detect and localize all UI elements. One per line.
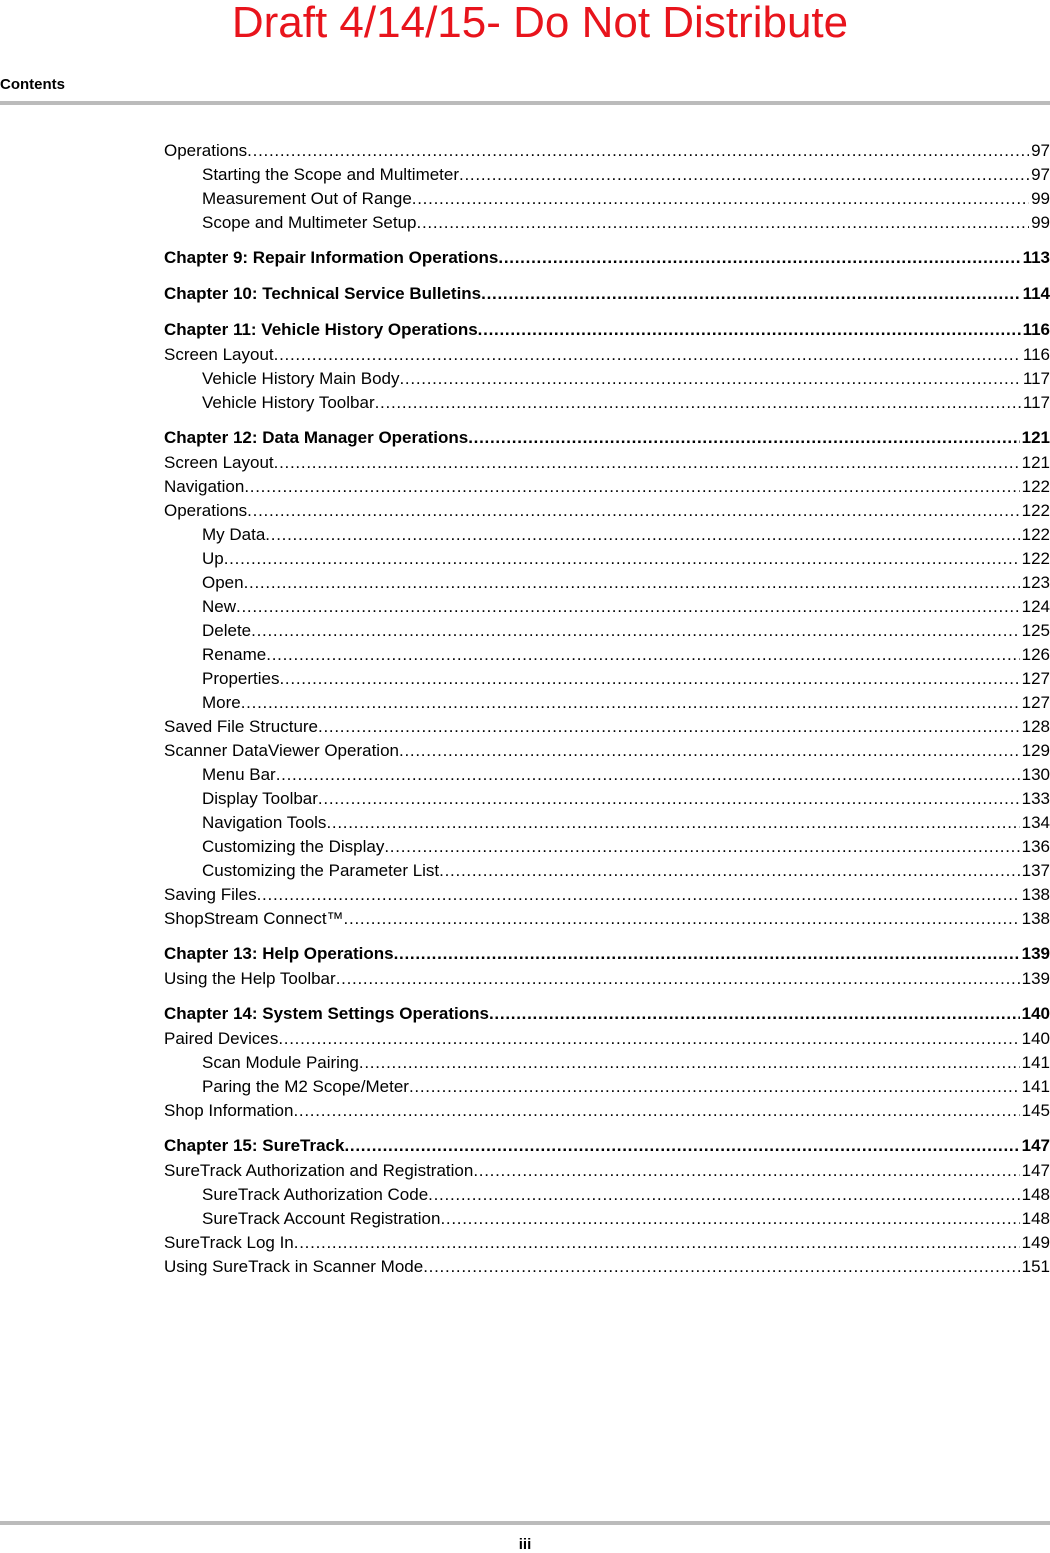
toc-entry-title: Scan Module Pairing xyxy=(202,1053,359,1072)
toc-entry-page: 127 xyxy=(1021,693,1050,712)
toc-entry-page: 137 xyxy=(1021,861,1050,880)
dot-leader xyxy=(344,907,1020,931)
toc-entry-title: More xyxy=(202,693,241,712)
dot-leader xyxy=(468,425,1019,451)
dot-leader xyxy=(318,715,1020,739)
toc-entry-page: 124 xyxy=(1021,597,1050,616)
toc-entry[interactable] xyxy=(164,715,1050,739)
toc-entry-page: 141 xyxy=(1021,1077,1050,1096)
toc-entry-title: Menu Bar xyxy=(202,765,276,784)
toc-entry-page: 128 xyxy=(1021,717,1050,736)
dot-leader xyxy=(244,571,1020,595)
dot-leader xyxy=(440,1207,1019,1231)
dot-leader xyxy=(459,163,1029,187)
toc-entry-title: My Data xyxy=(202,525,266,544)
toc-entry-title: Starting the Scope and Multimeter xyxy=(202,165,460,184)
toc-entry-title: Chapter 11: Vehicle History Operations xyxy=(164,320,478,339)
toc-entry-page: 122 xyxy=(1021,525,1050,544)
toc-entry-page: 147 xyxy=(1021,1136,1050,1155)
dot-leader xyxy=(257,883,1020,907)
toc-entry[interactable] xyxy=(164,499,1050,523)
toc-entry-title: ShopStream Connect™ xyxy=(164,909,344,928)
toc-entry-page: 122 xyxy=(1021,549,1050,568)
toc-entry-title: Properties xyxy=(202,669,280,688)
toc-entry-title: SureTrack Authorization and Registration xyxy=(164,1161,474,1180)
draft-watermark: Draft 4/14/15- Do Not Distribute xyxy=(231,0,849,47)
dot-leader xyxy=(473,1159,1019,1183)
toc-entry-page: 145 xyxy=(1021,1101,1050,1120)
toc-entry-page: 140 xyxy=(1021,1029,1050,1048)
toc-entry[interactable] xyxy=(164,547,1050,571)
toc-entry-title: Navigation Tools xyxy=(202,813,327,832)
dot-leader xyxy=(409,1075,1020,1099)
toc-entry[interactable] xyxy=(164,667,1050,691)
toc-entry-page: 97 xyxy=(1031,141,1050,160)
toc-entry-title: Using the Help Toolbar xyxy=(164,969,336,988)
dot-leader xyxy=(247,499,1019,523)
dot-leader xyxy=(478,317,1021,343)
toc-entry-title: Paring the M2 Scope/Meter xyxy=(202,1077,409,1096)
dot-leader xyxy=(279,667,1019,691)
dot-leader xyxy=(274,451,1020,475)
toc-entry-page: 117 xyxy=(1022,393,1050,412)
toc-entry-page: 116 xyxy=(1022,320,1050,339)
toc-chapter-entry[interactable] xyxy=(164,1001,1050,1027)
dot-leader xyxy=(293,1099,1019,1123)
toc-entry-title: Scanner DataViewer Operation xyxy=(164,741,399,760)
toc-entry[interactable] xyxy=(164,619,1050,643)
toc-entry[interactable] xyxy=(164,1231,1050,1255)
toc-entry-title: Chapter 10: Technical Service Bulletins xyxy=(164,284,482,303)
toc-entry-title: Screen Layout xyxy=(164,345,274,364)
toc-entry[interactable] xyxy=(164,1027,1050,1051)
toc-entry[interactable] xyxy=(164,859,1050,883)
toc-entry-title: Navigation xyxy=(164,477,245,496)
toc-entry-title: Chapter 15: SureTrack xyxy=(164,1136,345,1155)
dot-leader xyxy=(498,245,1020,271)
toc-chapter-entry[interactable] xyxy=(164,245,1050,271)
toc-entry[interactable] xyxy=(164,343,1050,367)
toc-entry-page: 126 xyxy=(1021,645,1050,664)
dot-leader xyxy=(241,691,1020,715)
toc-entry-page: 99 xyxy=(1031,213,1050,232)
dot-leader xyxy=(244,475,1019,499)
dot-leader xyxy=(224,547,1020,571)
toc-entry-title: SureTrack Log In xyxy=(164,1233,294,1252)
toc-entry[interactable] xyxy=(164,835,1050,859)
toc-chapter-entry[interactable] xyxy=(164,941,1050,967)
running-header: Contents xyxy=(0,76,65,93)
dot-leader xyxy=(375,391,1021,415)
toc-entry-page: 99 xyxy=(1031,189,1050,208)
toc-entry-title: New xyxy=(202,597,237,616)
toc-entry-page: 116 xyxy=(1022,345,1050,364)
toc-entry[interactable] xyxy=(164,967,1050,991)
toc-entry-title: Saved File Structure xyxy=(164,717,319,736)
toc-entry-title: Display Toolbar xyxy=(202,789,318,808)
toc-entry[interactable] xyxy=(164,907,1050,931)
toc-entry[interactable] xyxy=(164,367,1050,391)
dot-leader xyxy=(359,1051,1020,1075)
toc-entry-title: Using SureTrack in Scanner Mode xyxy=(164,1257,424,1276)
dot-leader xyxy=(394,941,1020,967)
footer-divider xyxy=(0,1521,1050,1525)
toc-entry-page: 136 xyxy=(1021,837,1050,856)
dot-leader xyxy=(417,211,1030,235)
toc-entry[interactable] xyxy=(164,883,1050,907)
toc-entry-page: 127 xyxy=(1021,669,1050,688)
dot-leader xyxy=(489,1001,1020,1027)
toc-entry-page: 114 xyxy=(1022,284,1050,303)
toc-entry-title: Customizing the Parameter List xyxy=(202,861,440,880)
toc-entry-title: Chapter 9: Repair Information Operations xyxy=(164,248,499,267)
dot-leader xyxy=(278,1027,1019,1051)
header-divider xyxy=(0,101,1050,105)
dot-leader xyxy=(294,1231,1020,1255)
toc-entry[interactable] xyxy=(164,523,1050,547)
toc-entry-page: 113 xyxy=(1022,248,1050,267)
toc-entry-page: 121 xyxy=(1021,428,1050,447)
dot-leader xyxy=(236,595,1020,619)
toc-entry[interactable] xyxy=(164,691,1050,715)
dot-leader xyxy=(399,367,1020,391)
toc-entry-title: Open xyxy=(202,573,244,592)
toc-entry-title: Screen Layout xyxy=(164,453,274,472)
toc-entry-page: 139 xyxy=(1021,969,1050,988)
toc-entry-title: Vehicle History Main Body xyxy=(202,369,400,388)
toc-entry[interactable] xyxy=(164,451,1050,475)
toc-entry-title: Chapter 14: System Settings Operations xyxy=(164,1004,489,1023)
toc-entry[interactable] xyxy=(164,787,1050,811)
dot-leader xyxy=(276,763,1020,787)
toc-entry[interactable] xyxy=(164,475,1050,499)
toc-entry[interactable] xyxy=(164,1207,1050,1231)
toc-entry[interactable] xyxy=(164,1183,1050,1207)
dot-leader xyxy=(336,967,1020,991)
toc-entry-page: 117 xyxy=(1022,369,1050,388)
dot-leader xyxy=(265,523,1019,547)
toc-entry[interactable] xyxy=(164,811,1050,835)
toc-entry[interactable] xyxy=(164,1099,1050,1123)
toc-entry-title: Operations xyxy=(164,141,248,160)
toc-entry-page: 130 xyxy=(1021,765,1050,784)
toc-entry-page: 138 xyxy=(1021,885,1050,904)
toc-entry-title: Saving Files xyxy=(164,885,257,904)
toc-entry-page: 121 xyxy=(1021,453,1050,472)
toc-entry-page: 151 xyxy=(1021,1257,1050,1276)
dot-leader xyxy=(318,787,1020,811)
toc-entry-page: 134 xyxy=(1021,813,1050,832)
toc-entry-page: 97 xyxy=(1031,165,1050,184)
toc-entry[interactable] xyxy=(164,1075,1050,1099)
toc-entry-title: Customizing the Display xyxy=(202,837,385,856)
toc-entry-title: Measurement Out of Range xyxy=(202,189,412,208)
dot-leader xyxy=(412,187,1029,211)
dot-leader xyxy=(274,343,1021,367)
toc-entry-page: 140 xyxy=(1021,1004,1050,1023)
toc-chapter-entry[interactable] xyxy=(164,425,1050,451)
dot-leader xyxy=(439,859,1019,883)
toc-entry[interactable] xyxy=(164,739,1050,763)
toc-entry-title: SureTrack Authorization Code xyxy=(202,1185,429,1204)
toc-entry[interactable] xyxy=(164,391,1050,415)
toc-entry-page: 122 xyxy=(1021,501,1050,520)
toc-entry-page: 148 xyxy=(1021,1209,1050,1228)
toc-entry-page: 123 xyxy=(1021,573,1050,592)
toc-entry-page: 139 xyxy=(1021,944,1050,963)
dot-leader xyxy=(428,1183,1019,1207)
page-number: iii xyxy=(518,1536,532,1553)
dot-leader xyxy=(326,811,1019,835)
dot-leader xyxy=(266,643,1019,667)
toc-entry[interactable] xyxy=(164,1159,1050,1183)
toc-entry[interactable] xyxy=(164,187,1050,211)
toc-entry[interactable] xyxy=(164,571,1050,595)
toc-entry-page: 133 xyxy=(1021,789,1050,808)
dot-leader xyxy=(384,835,1019,859)
toc-entry[interactable] xyxy=(164,643,1050,667)
toc-entry-title: Operations xyxy=(164,501,248,520)
dot-leader xyxy=(344,1133,1019,1159)
toc-entry-page: 147 xyxy=(1021,1161,1050,1180)
toc-entry-title: Delete xyxy=(202,621,252,640)
toc-entry-title: Up xyxy=(202,549,224,568)
toc-entry-title: SureTrack Account Registration xyxy=(202,1209,441,1228)
toc-entry-title: Vehicle History Toolbar xyxy=(202,393,375,412)
toc-entry-title: Shop Information xyxy=(164,1101,294,1120)
toc-entry[interactable] xyxy=(164,211,1050,235)
toc-entry-title: Scope and Multimeter Setup xyxy=(202,213,417,232)
toc-chapter-entry[interactable] xyxy=(164,281,1050,307)
toc-entry[interactable] xyxy=(164,595,1050,619)
toc-entry[interactable] xyxy=(164,763,1050,787)
toc-entry-page: 122 xyxy=(1021,477,1050,496)
toc-entry-page: 149 xyxy=(1021,1233,1050,1252)
dot-leader xyxy=(251,619,1019,643)
dot-leader xyxy=(423,1255,1019,1279)
toc-chapter-entry[interactable] xyxy=(164,317,1050,343)
toc-entry[interactable] xyxy=(164,139,1050,163)
toc-entry-title: Rename xyxy=(202,645,267,664)
dot-leader xyxy=(247,139,1029,163)
toc-chapter-entry[interactable] xyxy=(164,1133,1050,1159)
toc-entry-title: Chapter 12: Data Manager Operations xyxy=(164,428,469,447)
toc-entry[interactable] xyxy=(164,1255,1050,1279)
toc-entry-title: Paired Devices xyxy=(164,1029,279,1048)
toc-entry-page: 148 xyxy=(1021,1185,1050,1204)
dot-leader xyxy=(399,739,1020,763)
toc-entry[interactable] xyxy=(164,1051,1050,1075)
toc-entry[interactable] xyxy=(164,163,1050,187)
dot-leader xyxy=(481,281,1020,307)
toc-entry-page: 141 xyxy=(1021,1053,1050,1072)
toc-entry-title: Chapter 13: Help Operations xyxy=(164,944,394,963)
toc-entry-page: 129 xyxy=(1021,741,1050,760)
toc-entry-page: 125 xyxy=(1021,621,1050,640)
toc-entry-page: 138 xyxy=(1021,909,1050,928)
table-of-contents xyxy=(164,139,1050,1279)
